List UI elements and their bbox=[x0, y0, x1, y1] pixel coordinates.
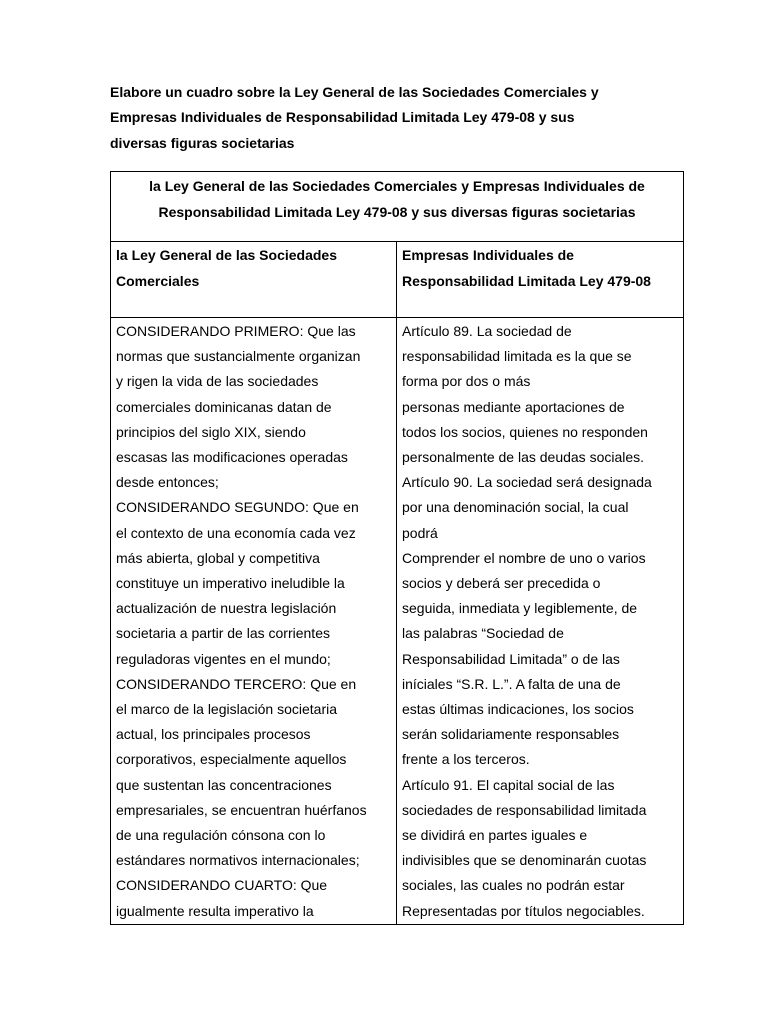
cell-considerandos: CONSIDERANDO PRIMERO: Que las normas que sustancialmente organizan y rigen la vida de las sociedades comerciales dominicanas datan de principios del siglo XIX, siendo escasas las modificaciones operadas desde entonces; CONSIDERANDO SEGUNDO: Que en el contexto de una economía cada vez más abierta, global y competitiva constituye un imperativo ineludible la actualización de nuestra legislación societaria a partir de las corrientes reguladoras vigentes en el mundo; CONSIDERANDO TERCERO: Que en el marco de la legislación societaria actual, los principales procesos corporativos, especialmente aquellos que sustentan las concentraciones empresariales, se encuentran huérfanos de una regulación cónsona con lo estándares normativos internacionales; CONSIDERANDO CUARTO: Que igualmente resulta imperativo la bbox=[111, 318, 397, 925]
table-title-row bbox=[111, 172, 684, 242]
column-header-ley-general: la Ley General de las Sociedades Comerciales bbox=[111, 242, 397, 318]
cell-articulos: Artículo 89. La sociedad de responsabilidad limitada es la que se forma por dos o más personas mediante aportaciones de todos los socios, quienes no responden personalmente de las deudas sociales. Artículo 90. La sociedad será designada por una denominación social, la cual podrá Comprender el nombre de uno o varios socios y deberá ser precedida o seguida, inmediata y legiblemente, de las palabras “Sociedad de Responsabilidad Limitada” o de las iníciales “S.R. L.”. A falta de una de estas últimas indicaciones, los socios serán solidariamente responsables frente a los terceros. Artículo 91. El capital social de las sociedades de responsabilidad limitada se dividirá en partes iguales e indivisibles que se denominarán cuotas sociales, las cuales no podrán estar Representadas por títulos negociables. bbox=[397, 318, 684, 925]
table-title: la Ley General de las Sociedades Comerciales y Empresas Individuales de Responsabilidad Limitada Ley 479-08 y sus diversas figuras societarias bbox=[111, 172, 684, 242]
column-header-empresas-individuales: Empresas Individuales de Responsabilidad Limitada Ley 479-08 bbox=[397, 242, 684, 318]
table-row bbox=[111, 318, 684, 925]
assignment-prompt: Elabore un cuadro sobre la Ley General de las Sociedades Comerciales y Empresas Individuales de Responsabilidad Limitada Ley 479-08 y sus diversas figuras societarias bbox=[110, 84, 599, 151]
table-header-row bbox=[111, 242, 684, 318]
comparison-table bbox=[110, 171, 684, 925]
